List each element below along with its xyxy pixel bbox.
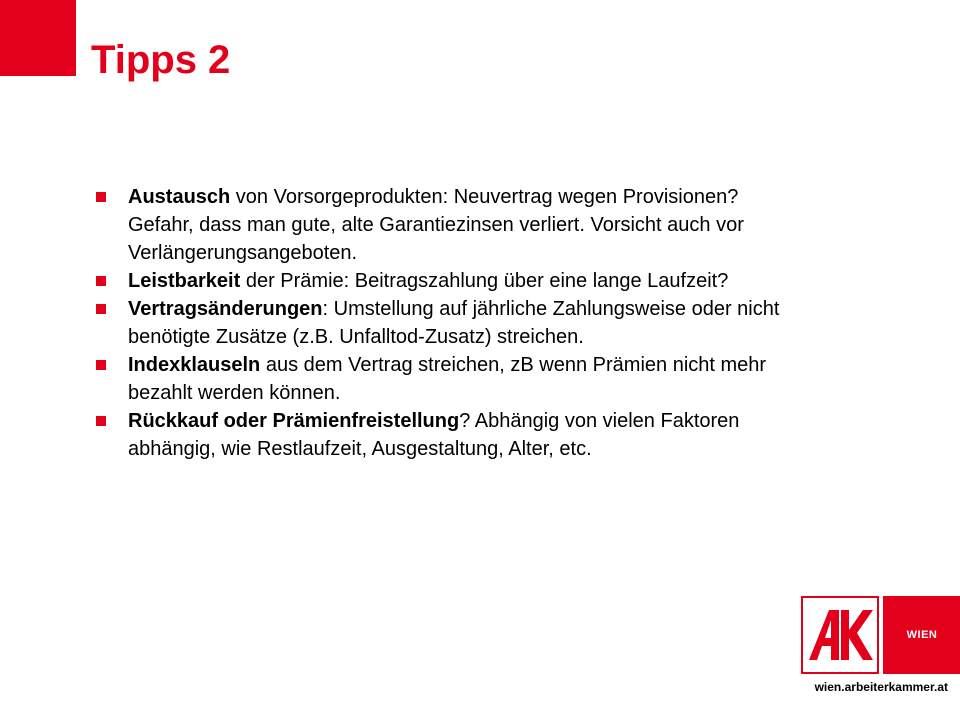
footer-url: wien.arbeiterkammer.at xyxy=(814,680,948,694)
square-bullet-icon xyxy=(96,360,106,370)
bullet-item xyxy=(96,351,796,407)
bullet-item xyxy=(96,407,796,463)
bullet-item xyxy=(96,183,796,267)
bullet-text xyxy=(128,410,739,460)
bullet-body: der Prämie: Beitragszahlung über eine lange Laufzeit? xyxy=(240,270,729,292)
ak-wien-logo xyxy=(801,596,960,672)
bullet-body: ? Abhängig von vielen Faktoren abhängig, wie Restlaufzeit, Ausgestaltung, Alter, etc. xyxy=(128,410,740,460)
bullet-body: : Umstellung auf jährliche Zahlungsweise oder nicht benötigte Zusätze (z.B. Unfalltod-Zusatz) streichen. xyxy=(128,298,780,348)
logo-city-label: WIEN xyxy=(906,629,938,641)
bullet-text xyxy=(128,270,728,292)
bullet-text xyxy=(128,354,766,404)
bullet-keyword: Austausch xyxy=(128,186,231,208)
bullet-keyword: Rückkauf oder Prämienfreistellung xyxy=(128,410,460,432)
square-bullet-icon xyxy=(96,304,106,314)
bullet-item xyxy=(96,267,796,295)
wien-logo-block xyxy=(883,596,960,674)
bullet-keyword: Leistbarkeit xyxy=(128,270,241,292)
bullet-keyword: Vertragsänderungen xyxy=(128,298,323,320)
bullet-text xyxy=(128,298,779,348)
bullet-body: von Vorsorgeprodukten: Neuvertrag wegen Provisionen? Gefahr, dass man gute, alte Garantiezinsen verliert. Vorsicht auch vor Verlängerungsangeboten. xyxy=(128,186,744,264)
bullet-item xyxy=(96,295,796,351)
bullet-text xyxy=(128,186,744,264)
slide-title: Tipps 2 xyxy=(91,38,231,82)
square-bullet-icon xyxy=(96,416,106,426)
square-bullet-icon xyxy=(96,192,106,202)
ak-logo-mark xyxy=(801,596,879,674)
corner-accent-block xyxy=(0,0,76,76)
bullet-keyword: Indexklauseln xyxy=(128,354,261,376)
square-bullet-icon xyxy=(96,276,106,286)
bullet-list xyxy=(96,183,796,463)
ak-letters-icon xyxy=(803,598,877,672)
bullet-body: aus dem Vertrag streichen, zB wenn Prämien nicht mehr bezahlt werden können. xyxy=(128,354,767,404)
